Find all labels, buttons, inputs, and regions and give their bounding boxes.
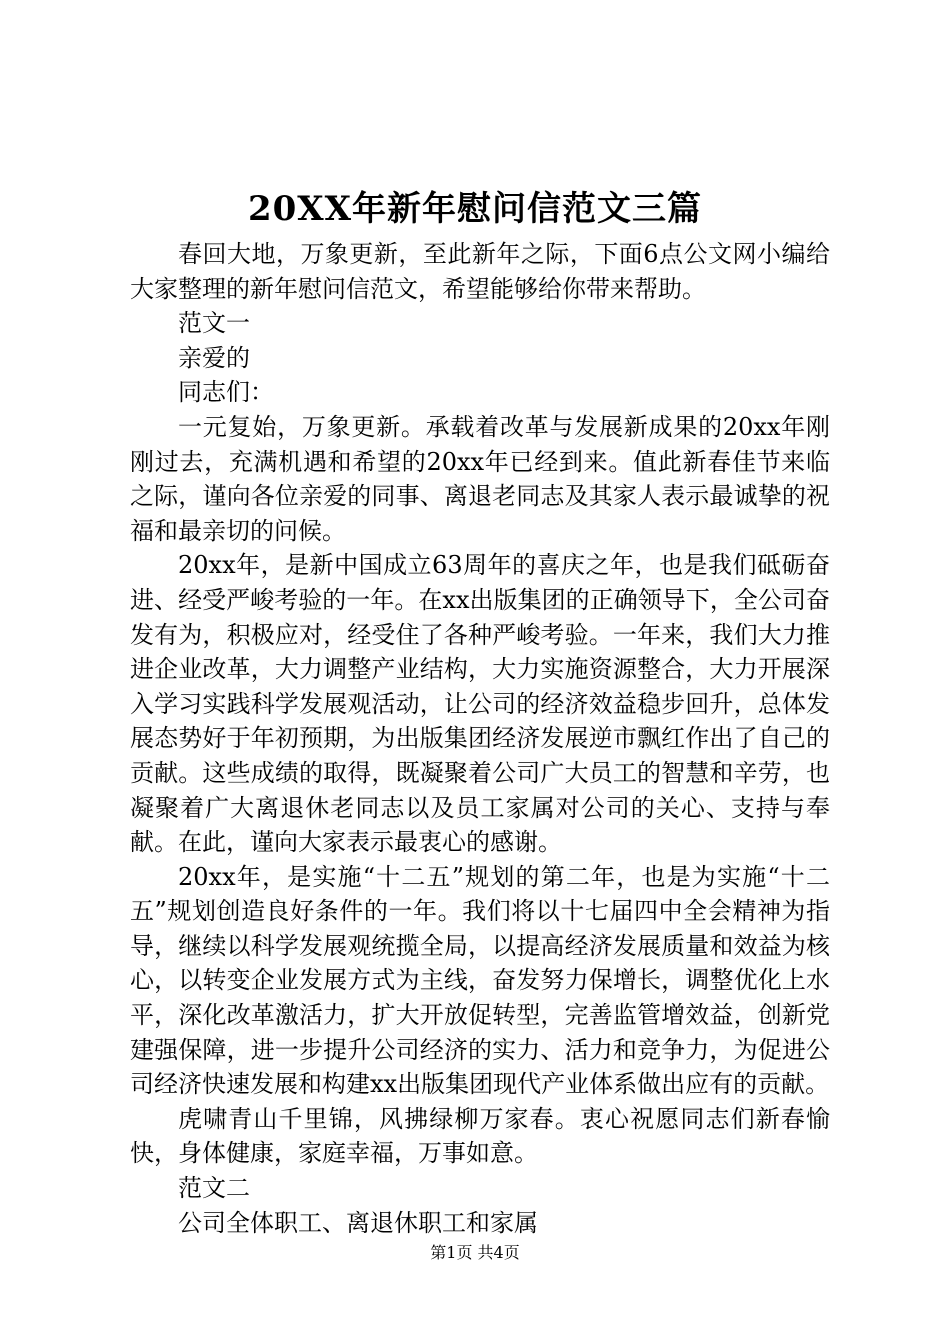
document-title: 20XX年新年慰问信范文三篇 <box>247 189 703 229</box>
section-heading-1: 范文一 <box>178 309 250 338</box>
salutation-line-1: 亲爱的 <box>178 343 250 372</box>
paragraph-intro: 春回大地，万象更新，至此新年之际，下面6点公文网小编给大家整理的新年慰问信范文，希望能够给你带来帮助。 <box>130 240 830 303</box>
paragraph: 20xx年，是新中国成立63周年的喜庆之年，也是我们砥砺奋进、经受严峻考验的一年。在xx出版集团的正确领导下，全公司奋发有为，积极应对，经受住了各种严峻考验。一年来，我们大力推进企业改革，大力调整产业结构，大力实施资源整合，大力开展深入学习实践科学发展观活动，让公司的经济效益稳步回升，总体发展态势好于年初预期，为出版集团经济发展逆市飘红作出了自己的贡献。这些成绩的取得，既凝聚着公司广大员工的智慧和辛劳，也凝聚着广大离退休老同志以及员工家属对公司的关心、支持与奉献。在此，谨向大家表示最衷心的感谢。 <box>130 551 830 857</box>
paragraph-closing: 虎啸青山千里锦，风拂绿柳万家春。衷心祝愿同志们新春愉快，身体健康，家庭幸福，万事如意。 <box>130 1104 830 1168</box>
document-body <box>130 237 830 1240</box>
salutation-line-3: 公司全体职工、离退休职工和家属 <box>178 1208 538 1237</box>
section-heading-2: 范文二 <box>178 1174 250 1203</box>
salutation-line-2: 同志们： <box>178 378 274 407</box>
page-number-footer: 第1页 共4页 <box>430 1243 520 1262</box>
paragraph: 一元复始，万象更新。承载着改革与发展新成果的20xx年刚刚过去，充满机遇和希望的20xx年已经到来。值此新春佳节来临之际，谨向各位亲爱的同事、离退老同志及其家人表示最诚挚的祝福和最亲切的问候。 <box>130 412 830 545</box>
paragraph: 20xx年，是实施“十二五”规划的第二年，也是为实施“十二五”规划创造良好条件的一年。我们将以十七届四中全会精神为指导，继续以科学发展观统揽全局，以提高经济发展质量和效益为核心，以转变企业发展方式为主线，奋发努力保增长，调整优化上水平，深化改革激活力，扩大开放促转型，完善监管增效益，创新党建强保障，进一步提升公司经济的实力、活力和竞争力，为促进公司经济快速发展和构建xx出版集团现代产业体系做出应有的贡献。 <box>130 862 830 1099</box>
